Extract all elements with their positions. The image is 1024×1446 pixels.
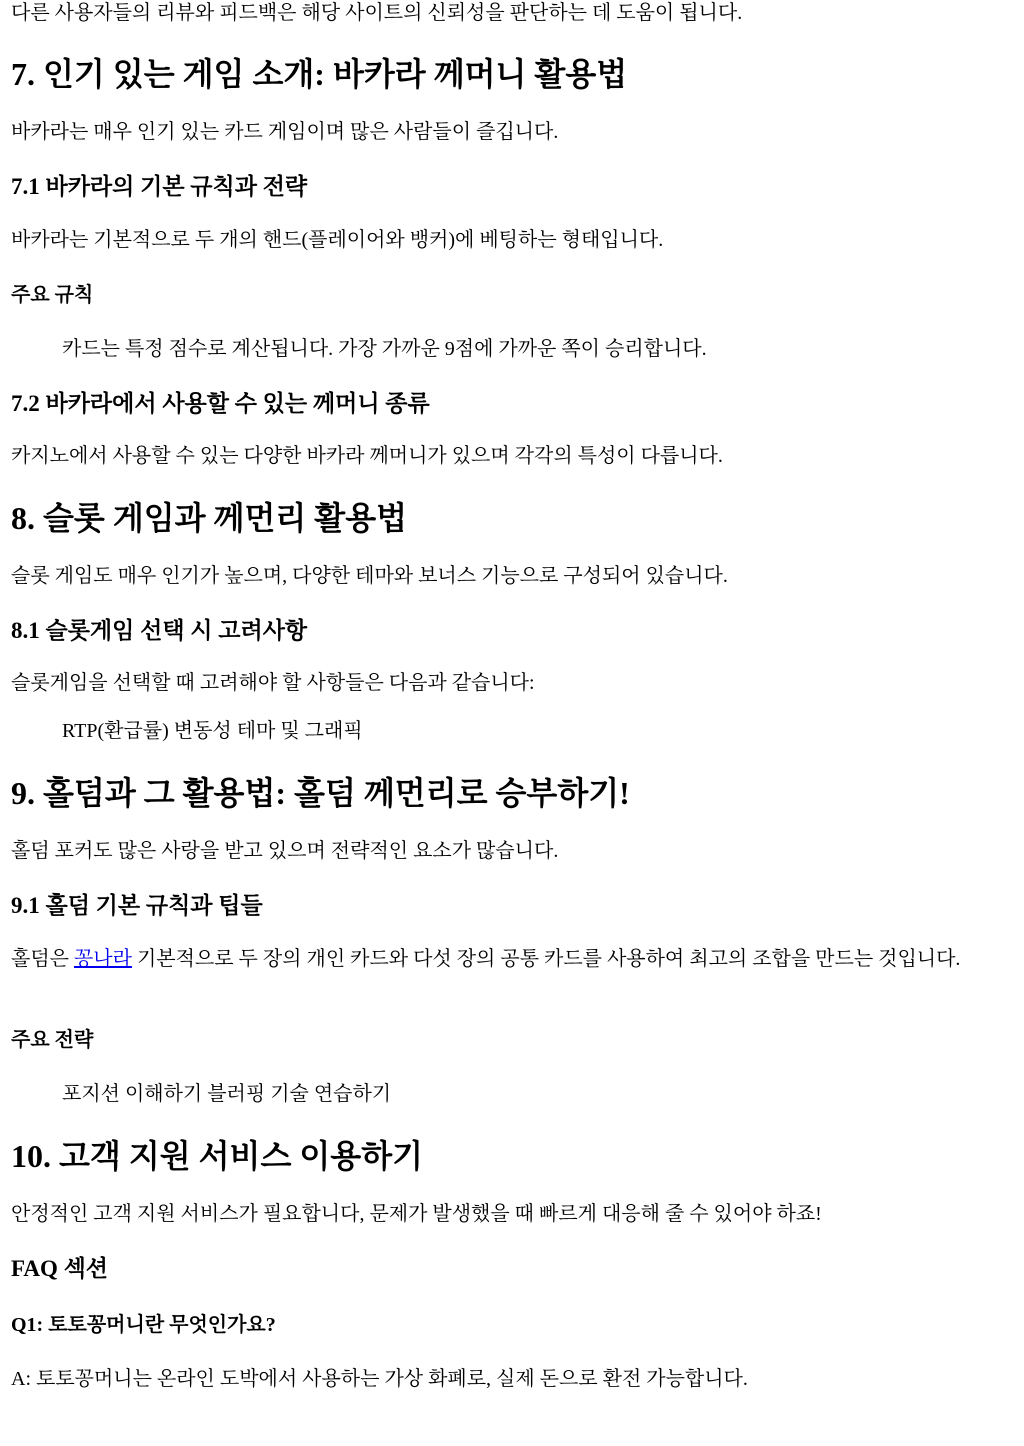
- section-9-1-text-after: 기본적으로 두 장의 개인 카드와 다섯 장의 공통 카드를 사용하여 최고의 조합을 만드는 것입니다.: [131, 948, 961, 970]
- section-8-1-text: 슬롯게임을 선택할 때 고려해야 할 사항들은 다음과 같습니다:: [11, 672, 535, 694]
- section-9-1-text: [11, 946, 1001, 973]
- strategy-list: 포지션 이해하기 블러핑 기술 연습하기: [62, 1083, 392, 1105]
- section-7-1-heading: 7.1 바카라의 기본 규칙과 전략: [11, 174, 308, 199]
- faq-heading: FAQ 섹션: [11, 1256, 109, 1281]
- intro-paragraph: 다른 사용자들의 리뷰와 피드백은 해당 사이트의 신뢰성을 판단하는 데 도움이 됩니다.: [11, 2, 743, 24]
- section-9-1-heading: 9.1 홀덤 기본 규칙과 팁들: [11, 893, 263, 918]
- section-10-text: 안정적인 고객 지원 서비스가 필요합니다, 문제가 발생했을 때 빠르게 대응해 줄 수 있어야 하죠!: [11, 1203, 822, 1225]
- faq-answer-1: A: 토토꽁머니는 온라인 도박에서 사용하는 가상 화폐로, 실제 돈으로 환전 가능합니다.: [11, 1368, 748, 1390]
- section-7-2-heading: 7.2 바카라에서 사용할 수 있는 께머니 종류: [11, 391, 430, 416]
- section-9-intro: 홀덤 포커도 많은 사랑을 받고 있으며 전략적인 요소가 많습니다.: [11, 840, 559, 862]
- section-7-intro: 바카라는 매우 인기 있는 카드 게임이며 많은 사람들이 즐깁니다.: [11, 121, 559, 143]
- rules-list: 카드는 특정 점수로 계산됩니다. 가장 가까운 9점에 가까운 쪽이 승리합니다.: [62, 338, 707, 360]
- section-8-intro: 슬롯 게임도 매우 인기가 높으며, 다양한 테마와 보너스 기능으로 구성되어 있습니다.: [11, 565, 728, 587]
- kkongnara-link[interactable]: 꽁나라: [73, 948, 132, 970]
- strategy-heading: 주요 전략: [11, 1029, 94, 1051]
- section-7-1-text: 바카라는 기본적으로 두 개의 핸드(플레이어와 뱅커)에 베팅하는 형태입니다.: [11, 229, 664, 251]
- section-7-heading: 7. 인기 있는 게임 소개: 바카라 께머니 활용법: [11, 56, 628, 92]
- section-8-heading: 8. 슬롯 게임과 께먼리 활용법: [11, 500, 408, 536]
- faq-question-1: Q1: 토토꽁머니란 무엇인가요?: [11, 1314, 276, 1336]
- rules-heading: 주요 규칙: [11, 284, 94, 306]
- slot-considerations-list: RTP(환급률) 변동성 테마 및 그래픽: [62, 720, 363, 742]
- section-8-1-heading: 8.1 슬롯게임 선택 시 고려사항: [11, 618, 308, 643]
- section-9-1-text-before: 홀덤은: [11, 948, 74, 970]
- section-9-heading: 9. 홀덤과 그 활용법: 홀덤 께먼리로 승부하기!: [11, 775, 630, 811]
- section-10-heading: 10. 고객 지원 서비스 이용하기: [11, 1138, 424, 1174]
- section-7-2-text: 카지노에서 사용할 수 있는 다양한 바카라 께머니가 있으며 각각의 특성이 다릅니다.: [11, 445, 723, 467]
